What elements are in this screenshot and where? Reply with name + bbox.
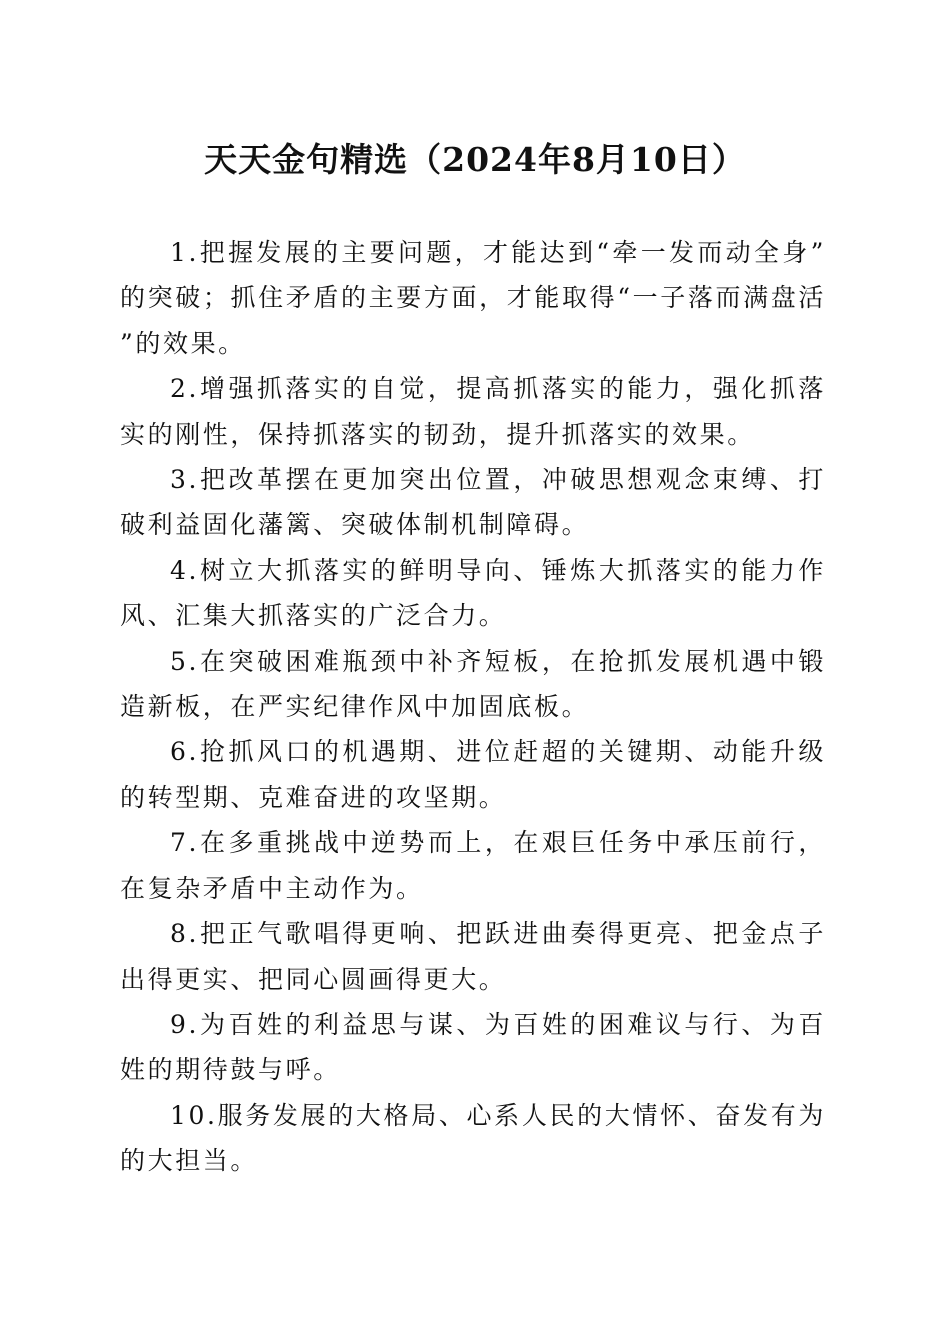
document-body xyxy=(120,230,826,1184)
quote-item-9: 9.为百姓的利益思与谋、为百姓的困难议与行、为百姓的期待鼓与呼。 xyxy=(120,1009,826,1085)
quote-item-4: 4.树立大抓落实的鲜明导向、锤炼大抓落实的能力作风、汇集大抓落实的广泛合力。 xyxy=(120,555,826,631)
quote-item-6: 6.抢抓风口的机遇期、进位赶超的关键期、动能升级的转型期、克难奋进的攻坚期。 xyxy=(120,737,826,812)
quote-item-8: 8.把正气歌唱得更响、把跃进曲奏得更亮、把金点子出得更实、把同心圆画得更大。 xyxy=(120,919,826,994)
quote-item-5: 5.在突破困难瓶颈中补齐短板，在抢抓发展机遇中锻造新板，在严实纪律作风中加固底板。 xyxy=(120,646,826,722)
quote-item-3: 3.把改革摆在更加突出位置，冲破思想观念束缚、打破利益固化藩篱、突破体制机制障碍。 xyxy=(120,465,826,540)
quote-item-10: 10.服务发展的大格局、心系人民的大情怀、奋发有为的大担当。 xyxy=(120,1100,826,1176)
quote-item-1: 1.把握发展的主要问题，才能达到“牵一发而动全身”的突破；抓住矛盾的主要方面，才能取得“一子落而满盘活”的效果。 xyxy=(120,238,826,358)
document-title: 天天金句精选（2024年8月10日） xyxy=(204,140,746,179)
quote-item-7: 7.在多重挑战中逆势而上，在艰巨任务中承压前行，在复杂矛盾中主动作为。 xyxy=(120,828,826,903)
quote-item-2: 2.增强抓落实的自觉，提高抓落实的能力，强化抓落实的刚性，保持抓落实的韧劲，提升抓落实的效果。 xyxy=(120,374,826,449)
